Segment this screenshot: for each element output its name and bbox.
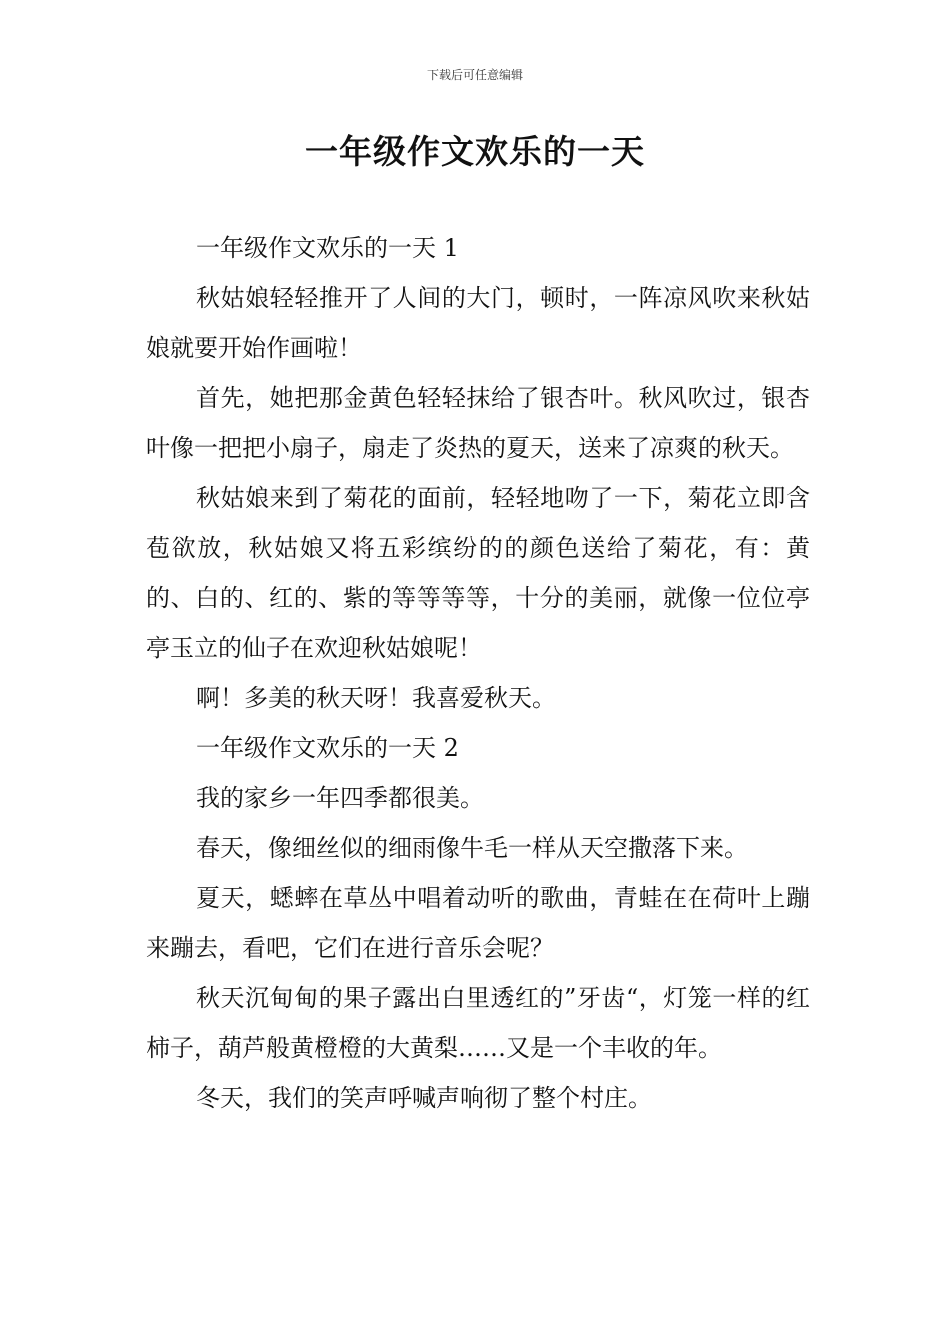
paragraph: 秋姑娘轻轻推开了人间的大门，顿时，一阵凉风吹来秋姑娘就要开始作画啦！ [146,284,810,362]
paragraph: 秋天沉甸甸的果子露出白里透红的”牙齿“，灯笼一样的红柿子，葫芦般黄橙橙的大黄梨……又是一个丰收的年。 [146,984,810,1062]
paragraph-section-heading-2: 一年级作文欢乐的一天 2 [196,734,459,762]
paragraph: 我的家乡一年四季都很美。 [196,784,484,812]
paragraph: 夏天，蟋蟀在草丛中唱着动听的歌曲，青蛙在在荷叶上蹦来蹦去，看吧，它们在进行音乐会呢？ [146,884,810,962]
paragraph: 冬天，我们的笑声呼喊声响彻了整个村庄。 [196,1084,652,1112]
document-body [146,223,810,1123]
page-title: 一年级作文欢乐的一天 [305,132,645,171]
paragraph: 秋姑娘来到了菊花的面前，轻轻地吻了一下，菊花立即含苞欲放，秋姑娘又将五彩缤纷的的颜色送给了菊花，有：黄的、白的、红的、紫的等等等等，十分的美丽，就像一位位亭亭玉立的仙子在欢迎秋姑娘呢！ [146,484,810,662]
paragraph: 春天，像细丝似的细雨像牛毛一样从天空撒落下来。 [196,834,748,862]
header-note: 下载后可任意编辑 [426,68,523,82]
paragraph: 首先，她把那金黄色轻轻抹给了银杏叶。秋风吹过，银杏叶像一把把小扇子，扇走了炎热的夏天，送来了凉爽的秋天。 [146,384,810,462]
paragraph: 啊！多美的秋天呀！我喜爱秋天。 [196,684,556,712]
paragraph-section-heading-1: 一年级作文欢乐的一天 1 [196,234,459,262]
